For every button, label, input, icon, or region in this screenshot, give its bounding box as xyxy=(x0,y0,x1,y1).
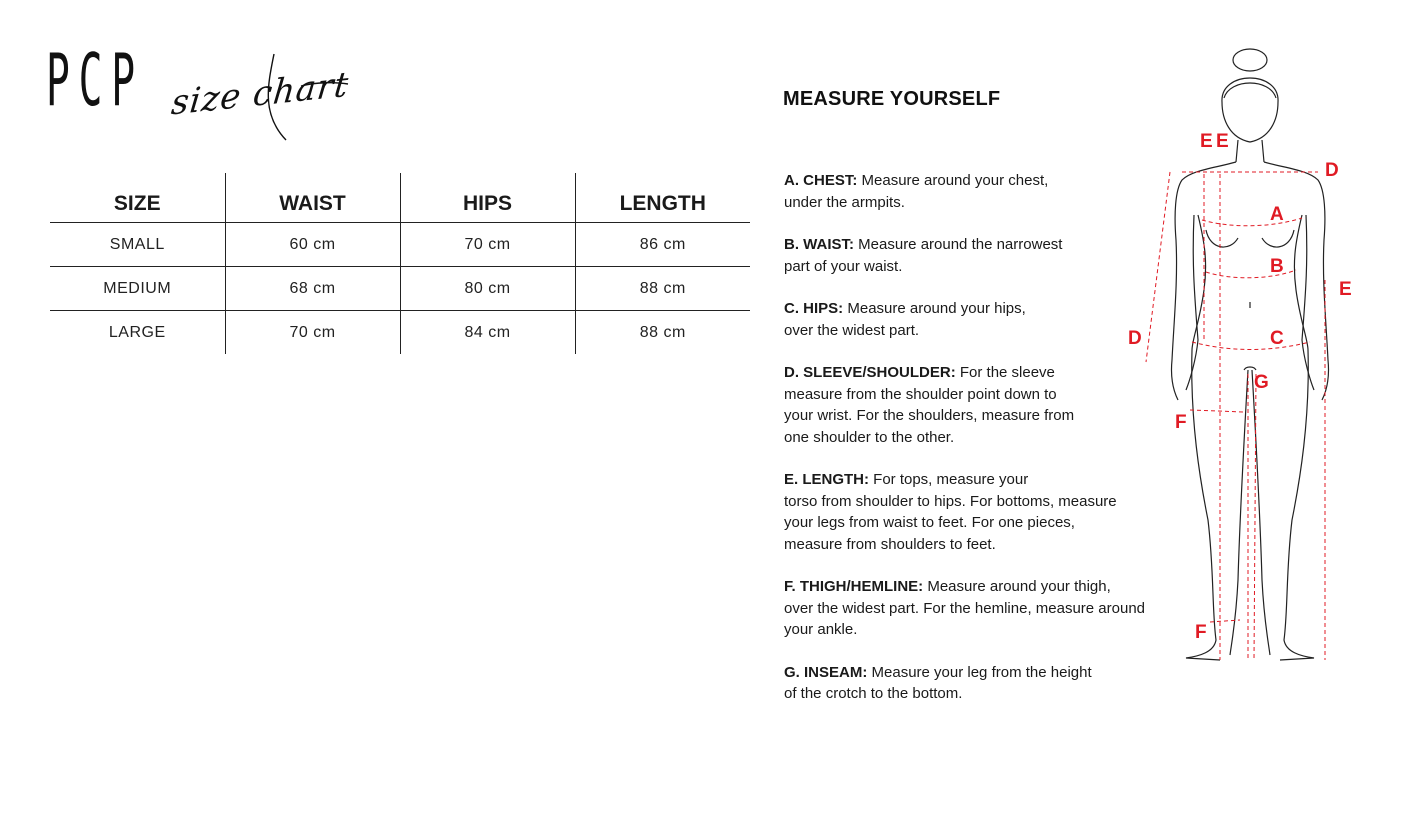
logo-flourish-icon xyxy=(46,38,366,154)
instruction-key: A. CHEST: xyxy=(784,172,858,189)
header-waist: WAIST xyxy=(225,173,400,223)
label-a: A xyxy=(1270,204,1284,225)
instruction-text: your legs from waist to feet. For one pieces, xyxy=(784,514,1075,531)
table-header-row xyxy=(50,173,750,223)
header-length: LENGTH xyxy=(575,173,750,223)
instruction-text: over the widest part. For the hemline, measure around xyxy=(784,599,1146,617)
size-chart-table xyxy=(50,173,750,354)
instruction-text: Measure your leg from the height xyxy=(867,663,1092,681)
body-outline-icon xyxy=(1120,40,1370,680)
instruction-text: over the widest part. xyxy=(784,321,920,339)
logo-letters: PCP xyxy=(46,38,144,122)
instruction-text: torso from shoulder to hips. For bottoms, measure xyxy=(784,492,1117,510)
measure-yourself-title: MEASURE YOURSELF xyxy=(783,88,1001,110)
instruction-key: E. LENGTH: xyxy=(784,471,869,488)
cell-hips: 70 cm xyxy=(400,223,575,267)
logo-subtitle: size chart xyxy=(169,64,351,124)
instruction-text: part of your waist. xyxy=(784,257,903,275)
instruction-key: C. HIPS: xyxy=(784,300,844,317)
header-size: SIZE xyxy=(50,173,225,223)
brand-logo xyxy=(46,38,366,154)
cell-length: 86 cm xyxy=(575,223,750,267)
instruction-text: your wrist. For the shoulders, measure from xyxy=(784,407,1075,424)
instruction-text: Measure around your chest, xyxy=(857,172,1049,189)
label-d-1: D xyxy=(1325,160,1339,181)
instruction-text: measure from the shoulder point down to xyxy=(784,385,1057,403)
label-e-3: E xyxy=(1339,279,1352,300)
body-measurement-figure xyxy=(1120,40,1370,680)
label-f-1: F xyxy=(1175,412,1187,433)
instruction-text: one shoulder to the other. xyxy=(784,428,955,446)
cell-waist: 60 cm xyxy=(225,223,400,267)
cell-size: LARGE xyxy=(108,323,166,341)
instruction-key: F. THIGH/HEMLINE: xyxy=(784,578,924,595)
instruction-text: of the crotch to the bottom. xyxy=(784,685,963,702)
table-row xyxy=(50,223,750,267)
cell-size: SMALL xyxy=(50,223,225,267)
instruction-text: measure from shoulders to feet. xyxy=(784,535,996,553)
header-hips: HIPS xyxy=(400,173,575,223)
label-e-1: E xyxy=(1200,131,1213,152)
instruction-text: your ankle. xyxy=(784,621,858,638)
cell-hips: 84 cm xyxy=(400,311,575,355)
cell-waist: 70 cm xyxy=(225,311,400,355)
instruction-key: B. WAIST: xyxy=(784,236,854,253)
instruction-text: Measure around your hips, xyxy=(843,300,1026,317)
label-d-2: D xyxy=(1128,328,1142,349)
instruction-text: under the armpits. xyxy=(784,193,905,211)
label-b: B xyxy=(1270,256,1284,277)
table-row xyxy=(50,267,750,311)
table-row xyxy=(50,311,750,355)
cell-waist: 68 cm xyxy=(225,267,400,311)
instruction-text: Measure around your thigh, xyxy=(923,578,1111,595)
label-e-2: E xyxy=(1216,131,1229,152)
instruction-text: For the sleeve xyxy=(955,364,1055,381)
instruction-text: Measure around the narrowest xyxy=(854,236,1063,253)
instruction-text: For tops, measure your xyxy=(869,471,1029,488)
cell-size: MEDIUM xyxy=(50,267,225,311)
cell-length: 88 cm xyxy=(575,267,750,311)
instruction-key: D. SLEEVE/SHOULDER: xyxy=(784,364,956,381)
instruction-key: G. INSEAM: xyxy=(784,663,868,681)
label-f-2: F xyxy=(1195,622,1207,643)
label-g: G xyxy=(1254,372,1269,393)
cell-length: 88 cm xyxy=(575,311,750,355)
cell-hips: 80 cm xyxy=(400,267,575,311)
label-c: C xyxy=(1270,328,1284,349)
